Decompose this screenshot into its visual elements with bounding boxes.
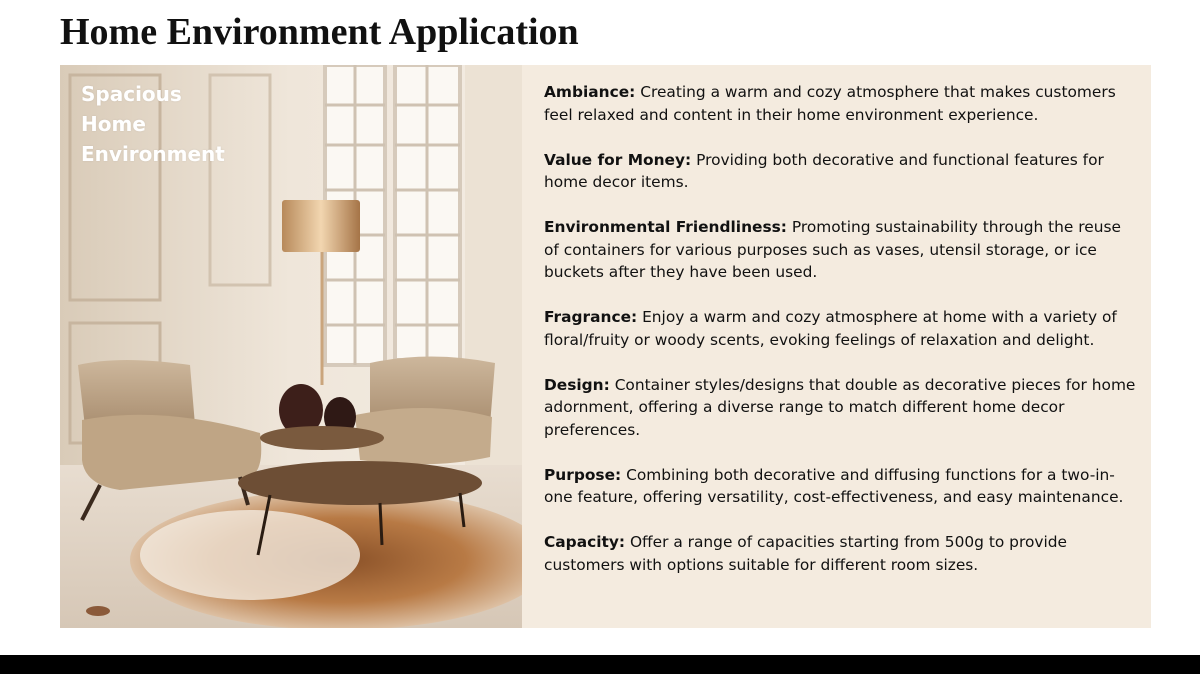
feature-environmental-friendliness [544, 216, 1139, 284]
feature-text: Container styles/designs that double as decorative pieces for home adornment, offering a diverse range to match different home decor preferences. [544, 375, 1136, 439]
photo-caption: Spacious Home Environment [81, 82, 225, 166]
page-title: Home Environment Application [60, 11, 579, 53]
feature-label: Fragrance: [544, 308, 638, 326]
features-list [544, 81, 1139, 599]
feature-label: Design: [544, 375, 610, 394]
feature-text: Enjoy a warm and cozy atmosphere at home with a variety of floral/fruity or woody scents, evoking feelings of relaxation and delight. [544, 308, 1117, 349]
features-panel [522, 65, 1151, 628]
feature-ambiance [544, 81, 1139, 126]
feature-label: Environmental Friendliness: [544, 218, 787, 236]
feature-design [544, 374, 1139, 442]
feature-capacity [544, 531, 1139, 576]
feature-text: Offer a range of capacities starting from 500g to provide customers with options suitable for different room sizes. [544, 533, 1067, 574]
feature-label: Value for Money: [544, 150, 692, 169]
feature-text: Creating a warm and cozy atmosphere that makes customers feel relaxed and content in their home environment experience. [544, 83, 1116, 124]
bottom-bar [0, 655, 1200, 674]
feature-text: Combining both decorative and diffusing functions for a two-in-one feature, offering versatility, cost-effectiveness, and easy maintenance. [544, 465, 1124, 506]
feature-label: Capacity: [544, 533, 626, 551]
feature-label: Purpose: [544, 465, 622, 484]
feature-fragrance [544, 306, 1139, 351]
room-photo [60, 65, 522, 628]
feature-text: Promoting sustainability through the reuse of containers for various purposes such as vases, utensil storage, or ice buckets after they have been used. [544, 218, 1121, 281]
feature-purpose [544, 464, 1139, 509]
feature-text: Providing both decorative and functional features for home decor items. [544, 150, 1104, 191]
feature-label: Ambiance: [544, 83, 636, 101]
feature-value-for-money [544, 149, 1139, 194]
